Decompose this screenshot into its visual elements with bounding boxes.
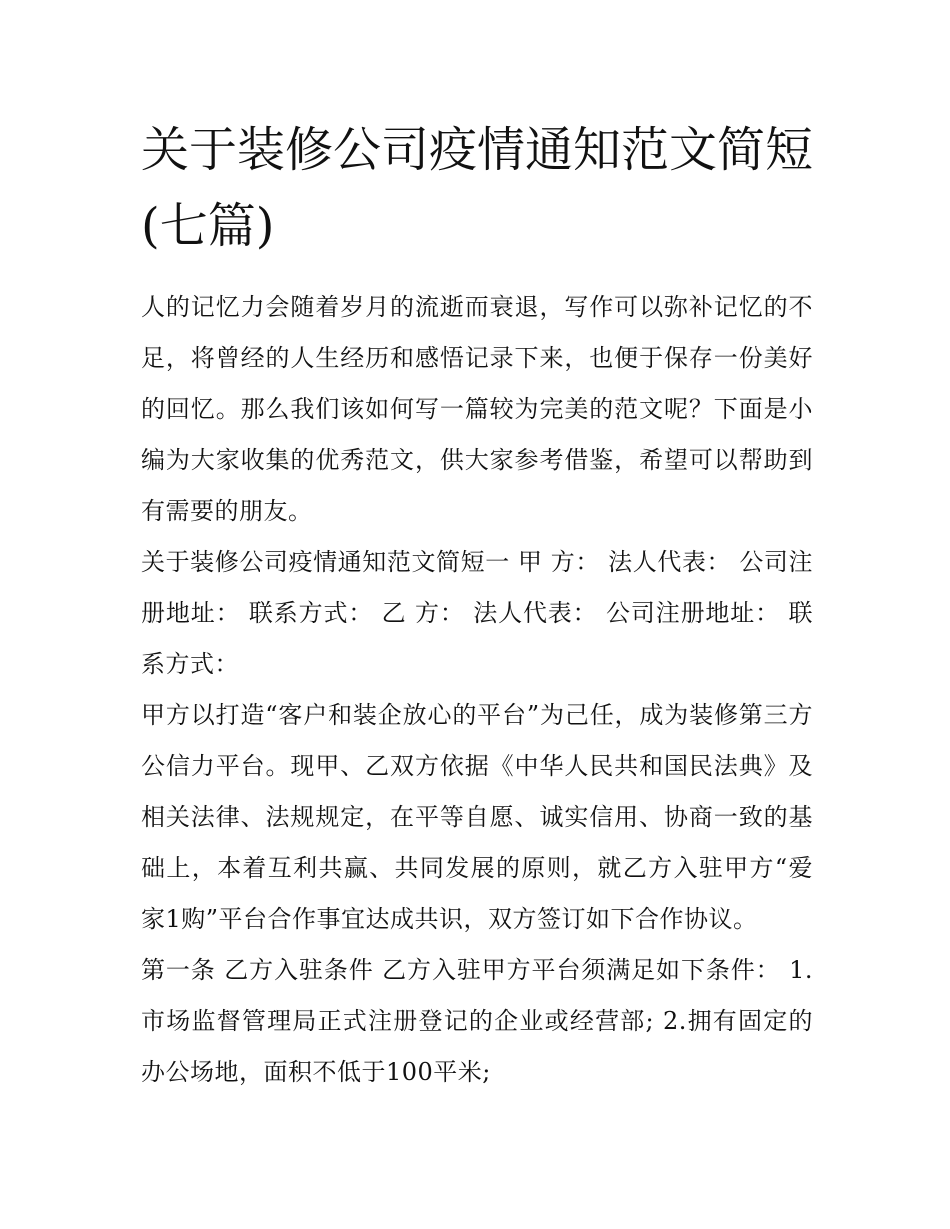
intro-paragraph: 人的记忆力会随着岁月的流逝而衰退，写作可以弥补记忆的不足，将曾经的人生经历和感悟记录下来，也便于保存一份美好的回忆。那么我们该如何写一篇较为完美的范文呢？下面是小编为大家收集的优秀范文，供大家参考借鉴，希望可以帮助到有需要的朋友。 <box>141 293 813 525</box>
document-page <box>141 112 813 1098</box>
parties-paragraph: 关于装修公司疫情通知范文简短一 甲 方： 法人代表： 公司注册地址： 联系方式： 乙 方： 法人代表： 公司注册地址： 联系方式： <box>141 548 813 678</box>
entry-conditions-paragraph: 第一条 乙方入驻条件 乙方入驻甲方平台须满足如下条件： 1.市场监督管理局正式注册登记的企业或经营部; 2.拥有固定的办公场地，面积不低于100平米; <box>141 956 813 1086</box>
document-title: 关于装修公司疫情通知范文简短(七篇) <box>141 122 814 254</box>
agreement-purpose-paragraph: 甲方以打造“客户和装企放心的平台”为己任，成为装修第三方公信力平台。现甲、乙双方依据《中华人民共和国民法典》及相关法律、法规规定，在平等自愿、诚实信用、协商一致的基础上，本着互利共赢、共同发展的原则，就乙方入驻甲方“爱家1购”平台合作事宜达成共识，双方签订如下合作协议。 <box>141 701 813 933</box>
